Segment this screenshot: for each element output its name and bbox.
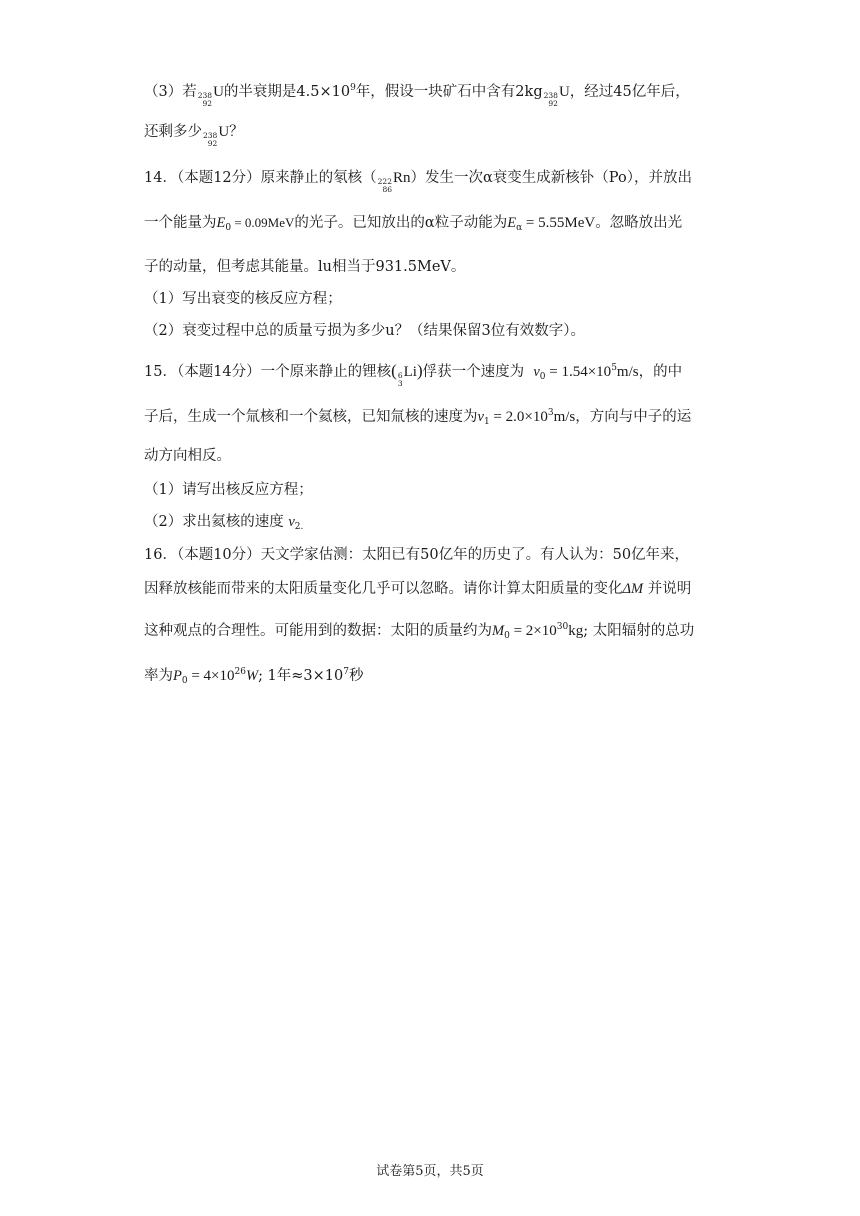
q16-line-3: 这种观点的合理性。可能用到的数据：太阳的质量约为$M_0 = 2\times 10^{30}kg$; 太阳辐射的总功 <box>144 622 695 641</box>
q16-line-1: 16．（本题10分）天文学家估测：太阳已有50亿年的历史了。有人认为：50亿年来， <box>144 547 690 563</box>
q14-line-1: 14．（本题12分）原来静止的氡核（ 222 86 Rn）发生一次α衰变生成新核钋（Po），并放出 <box>144 170 692 194</box>
q16-line-2: 因释放核能而带来的太阳质量变化几乎可以忽略。请你计算太阳质量的变化ΔM 并说明 <box>144 581 692 597</box>
q13-line-1: （3）若 238 92 U的半衰期是$4.5\times 10^9$年，假设一块矿石中含有2kg 238 92 U，经过45亿年后， <box>144 83 690 108</box>
q14-part-1: （1）写出衰变的核反应方程； <box>144 291 342 307</box>
q14-part-2: （2）衰变过程中总的质量亏损为多少u？（结果保留3位有效数字）。 <box>144 323 586 339</box>
element-symbol: U <box>213 84 224 100</box>
isotope-rn222: 222 86 <box>377 177 392 194</box>
isotope-u238: 238 92 <box>203 131 218 148</box>
text: （3）若 <box>144 84 197 100</box>
text: 的半衰期是4.5×10 <box>223 84 351 100</box>
isotope-li6: 6 3 <box>397 371 403 388</box>
text: 年，假设一块矿石中含有2kg <box>355 84 543 100</box>
q15-part-1: （1）请写出核反应方程； <box>144 482 313 498</box>
q14-line-2: 一个能量为$E_0 = 0.09MeV$的光子。已知放出的α粒子动能为$E_\alpha = 5.55MeV$。忽略放出光 <box>144 215 683 233</box>
q16-line-4: 率为$P_0 = 4\times 10^{26}W$; 1年$\approx 3\times 10^7$秒 <box>144 667 364 686</box>
isotope-u238: 238 92 <box>197 91 213 108</box>
q14-line-3: 子的动量，但考虑其能量。lu相当于931.5MeV。 <box>144 259 466 275</box>
q15-part-2: （2）求出氦核的速度 $v_{2.}$ <box>144 514 304 532</box>
isotope-u238: 238 92 <box>543 91 558 108</box>
q15-line-3: 动方向相反。 <box>144 448 231 464</box>
q15-line-2: 子后，生成一个氚核和一个氦核，已知氚核的速度为$v_1 = 2.0\times 10^3m/s$，方向与中子的运 <box>144 408 692 427</box>
page-footer: 试卷第5页，共5页 <box>376 1164 484 1179</box>
q13-line-2: 还剩多少 238 92 U？ <box>144 124 244 148</box>
q15-line-1: 15．（本题14分）一个原来静止的锂核( 6 3 Li)俘获一个速度为 $v_0 = 1.54\times 10^5m/s$，的中 <box>144 361 683 388</box>
text: ，经过45亿年后， <box>569 84 690 100</box>
